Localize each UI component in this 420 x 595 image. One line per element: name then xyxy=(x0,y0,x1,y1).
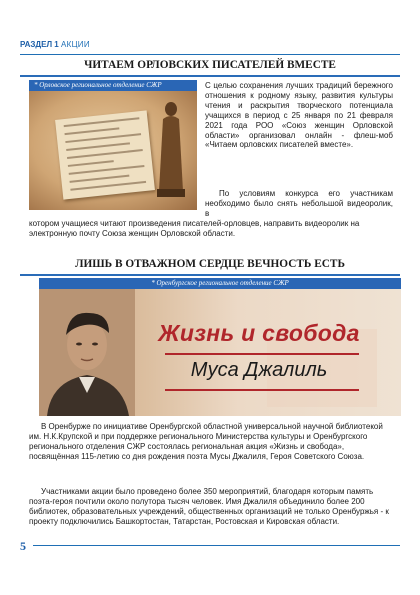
article1-paragraph1: С целью сохранения лучших традиций бережного отношения к родному языку, развития культуры чтения и раскрытия творческого потенциала учащихся в период с 25 января по 21 февраля 2021 года РОО «Союз женщин Орловской области» организовал онлайн - флеш-моб «Читаем орловских писателей вместе». xyxy=(205,81,393,150)
article2-title: ЛИШЬ В ОТВАЖНОМ СЕРДЦЕ ВЕЧНОСТЬ ЕСТЬ xyxy=(20,258,400,276)
article2-banner xyxy=(39,289,401,416)
banner-subtitle: Муса Джалиль xyxy=(190,359,328,381)
article2-photo-caption: * Оренбургское региональное отделение СЖР xyxy=(39,278,401,289)
article1-photo-caption: * Орловское региональное отделение СЖР xyxy=(29,80,197,91)
article2-paragraph1: В Оренбурже по инициативе Оренбургской областной универсальной научной библиотекой им. Н.К.Крупской и при поддержке регионального Министерства культуры и Оренбургского регионального отделения СЖР состоялась региональная акция «Жизнь и свобода», посвящённая 115-летию со дня рождения поэта Мусы Джалиля, Героя Советского Союза. xyxy=(29,422,383,461)
article1-paragraph2-start: По условиям конкурса его участникам необходимо было снять небольшой видеоролик, в xyxy=(205,189,393,218)
banner-divider-bottom xyxy=(165,389,359,391)
page-number: 5 xyxy=(20,539,26,553)
article1-photo xyxy=(29,91,197,210)
statue-figure-icon xyxy=(157,99,185,197)
banner-divider-top xyxy=(165,353,359,355)
banner-title: Жизнь и свобода xyxy=(158,320,360,346)
poster-paper xyxy=(55,110,155,199)
article1-paragraph2-end: котором учащиеся читают произведения писателей-орловцев, направить видеоролик на электронную почту Союза женщин Орловской области. xyxy=(29,219,360,238)
section-label: РАЗДЕЛ 1 xyxy=(20,40,59,49)
section-header xyxy=(20,38,400,55)
subsection-label: АКЦИИ xyxy=(60,40,90,49)
article2-paragraph2: Участниками акции было проведено более 350 мероприятий, благодаря которым память поэта-героя почтили около полутора тысяч человек. Имя Джалиля объединило более 200 библиотек, образовательных учреждений, общественных организаций не только Оренбуржья - к проекту подключились Башкортостан, Татарстан, Ростовская и Кировская области. xyxy=(29,487,389,526)
footer-rule xyxy=(33,545,400,546)
article1-title: ЧИТАЕМ ОРЛОВСКИХ ПИСАТЕЛЕЙ ВМЕСТЕ xyxy=(20,59,400,77)
portrait-icon xyxy=(39,289,135,416)
